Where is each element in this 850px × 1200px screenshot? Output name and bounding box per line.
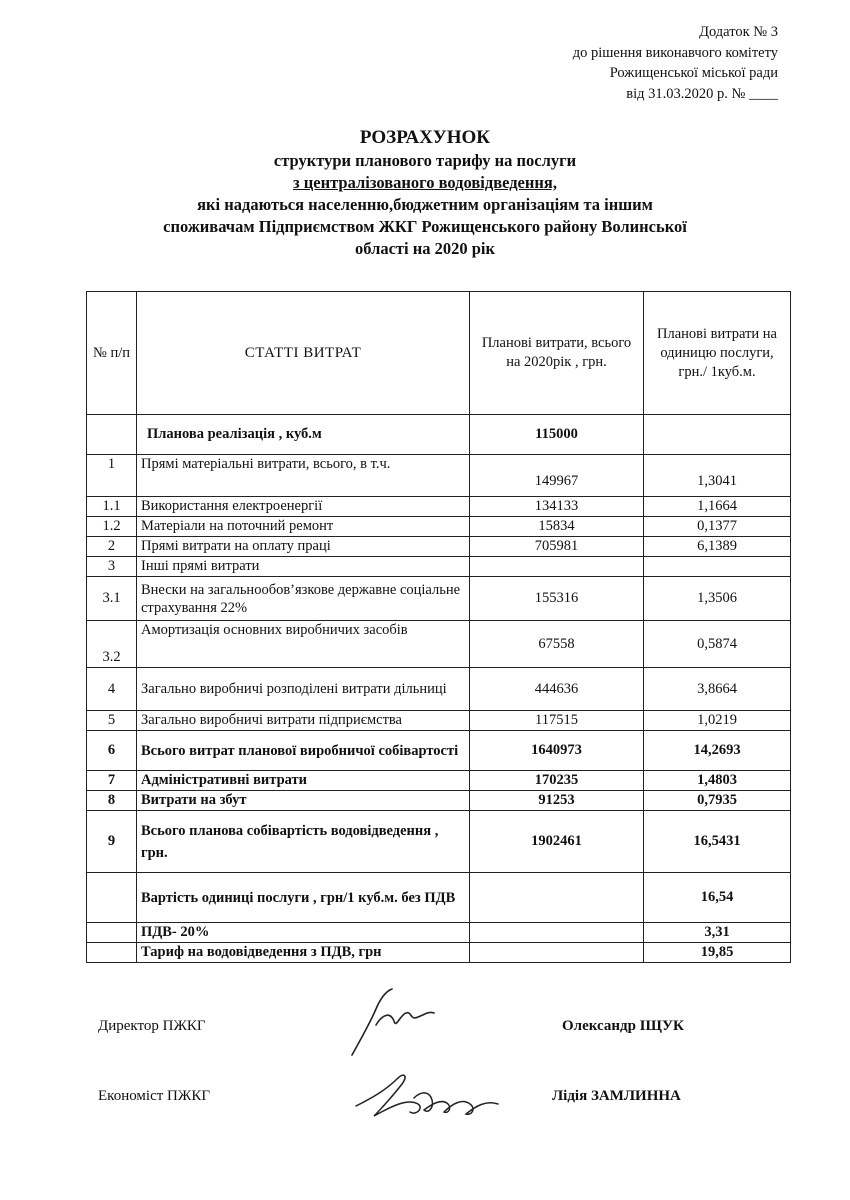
row-item: Вартість одиниці послуги , грн/1 куб.м. без ПДВ (137, 873, 470, 923)
table-row (87, 557, 791, 577)
row-item: Тариф на водовідведення з ПДВ, грн (137, 943, 470, 963)
row-num: 3.2 (87, 621, 137, 668)
row-unit (644, 415, 791, 455)
appendix-council: Рожищенської міської ради (609, 65, 778, 81)
row-item: Планова реалізація , куб.м (137, 415, 470, 455)
row-plan (470, 557, 644, 577)
header-unit-cost: Планові витрати на одиницю послуги, грн./ 1куб.м. (644, 292, 791, 415)
row-plan (470, 923, 644, 943)
row-num: 9 (87, 811, 137, 873)
row-unit: 16,54 (644, 873, 791, 923)
row-unit: 3,8664 (644, 668, 791, 711)
row-num: 6 (87, 731, 137, 771)
row-plan: 170235 (470, 771, 644, 791)
row-num: 7 (87, 771, 137, 791)
header-item: СТАТТІ ВИТРАТ (137, 292, 470, 415)
row-unit: 14,2693 (644, 731, 791, 771)
row-num (87, 923, 137, 943)
table-row (87, 811, 791, 873)
row-num: 3.1 (87, 577, 137, 621)
row-unit: 1,4803 (644, 771, 791, 791)
row-num: 1 (87, 455, 137, 497)
table-row (87, 771, 791, 791)
row-num: 3 (87, 557, 137, 577)
row-item: Витрати на збут (137, 791, 470, 811)
row-plan: 117515 (470, 711, 644, 731)
table-row (87, 517, 791, 537)
row-unit: 1,3506 (644, 577, 791, 621)
row-plan: 91253 (470, 791, 644, 811)
header-plan-total: Планові витрати, всього на 2020рік , грн. (470, 292, 644, 415)
tariff-cost-table (86, 291, 791, 963)
table-row (87, 791, 791, 811)
title-line-5: споживачам Підприємством ЖКГ Рожищенського району Волинської (163, 217, 687, 236)
row-num (87, 873, 137, 923)
row-item: Внески на загальнообов’язкове державне соціальне страхування 22% (137, 577, 470, 621)
document-title (60, 126, 790, 260)
row-unit: 1,3041 (644, 455, 791, 497)
director-title: Директор ПЖКГ (98, 1018, 206, 1034)
row-item: Амортизація основних виробничих засобів (137, 621, 470, 668)
row-num (87, 415, 137, 455)
table-row (87, 668, 791, 711)
row-num (87, 943, 137, 963)
row-item: Прямі витрати на оплату праці (137, 537, 470, 557)
row-num: 1.1 (87, 497, 137, 517)
row-plan: 149967 (470, 455, 644, 497)
row-plan: 67558 (470, 621, 644, 668)
row-unit: 0,5874 (644, 621, 791, 668)
row-unit (644, 557, 791, 577)
table-row (87, 923, 791, 943)
economist-title: Економіст ПЖКГ (98, 1088, 211, 1104)
row-plan (470, 943, 644, 963)
row-num: 1.2 (87, 517, 137, 537)
row-item: Всього витрат планової виробничої собівартості (137, 731, 470, 771)
table-row (87, 537, 791, 557)
row-num: 4 (87, 668, 137, 711)
table-row (87, 711, 791, 731)
row-item: Прямі матеріальні витрати, всього, в т.ч. (137, 455, 470, 497)
header-num: № п/п (87, 292, 137, 415)
table-row (87, 497, 791, 517)
row-plan: 15834 (470, 517, 644, 537)
row-item: Загально виробничі розподілені витрати дільниці (137, 668, 470, 711)
row-item: Всього планова собівартість водовідведення , грн. (137, 811, 470, 873)
table-row (87, 455, 791, 497)
row-num: 2 (87, 537, 137, 557)
table-header-row (87, 292, 791, 415)
title-line-3: з централізованого водовідведення, (293, 173, 557, 192)
row-unit: 16,5431 (644, 811, 791, 873)
director-signature (340, 985, 440, 1065)
row-num: 8 (87, 791, 137, 811)
appendix-decision: до рішення виконавчого комітету (572, 44, 778, 61)
row-item: Адміністративні витрати (137, 771, 470, 791)
row-item: Загально виробничі витрати підприємства (137, 711, 470, 731)
table-row (87, 731, 791, 771)
economist-name: Лідія ЗАМЛИННА (552, 1088, 681, 1104)
row-unit: 19,85 (644, 943, 791, 963)
economist-signature (352, 1068, 512, 1128)
title-line-4: які надаються населенню,бюджетним організаціям та іншим (197, 195, 653, 214)
row-unit: 1,0219 (644, 711, 791, 731)
row-item: Матеріали на поточний ремонт (137, 517, 470, 537)
row-unit: 6,1389 (644, 537, 791, 557)
row-plan: 1640973 (470, 731, 644, 771)
row-plan: 1902461 (470, 811, 644, 873)
table-row (87, 577, 791, 621)
row-item: Інші прямі витрати (137, 557, 470, 577)
table-row (87, 943, 791, 963)
row-plan (470, 873, 644, 923)
row-plan: 705981 (470, 537, 644, 557)
director-name: Олександр ІЩУК (562, 1018, 684, 1034)
appendix-note (478, 22, 778, 104)
row-unit: 3,31 (644, 923, 791, 943)
row-unit: 1,1664 (644, 497, 791, 517)
table-row (87, 415, 791, 455)
appendix-date: від 31.03.2020 р. № ____ (626, 85, 778, 102)
table-row (87, 873, 791, 923)
table-row (87, 621, 791, 668)
row-plan: 134133 (470, 497, 644, 517)
title-line-6: області на 2020 рік (354, 239, 495, 258)
title-line-2: структури планового тарифу на послуги (273, 151, 577, 170)
row-num: 5 (87, 711, 137, 731)
row-unit: 0,1377 (644, 517, 791, 537)
row-item: Використання електроенергії (137, 497, 470, 517)
row-unit: 0,7935 (644, 791, 791, 811)
row-plan: 155316 (470, 577, 644, 621)
appendix-number: Додаток № 3 (699, 24, 778, 40)
row-item: ПДВ- 20% (137, 923, 470, 943)
row-plan: 115000 (470, 415, 644, 455)
row-plan: 444636 (470, 668, 644, 711)
title-main: РОЗРАХУНОК (359, 127, 491, 148)
